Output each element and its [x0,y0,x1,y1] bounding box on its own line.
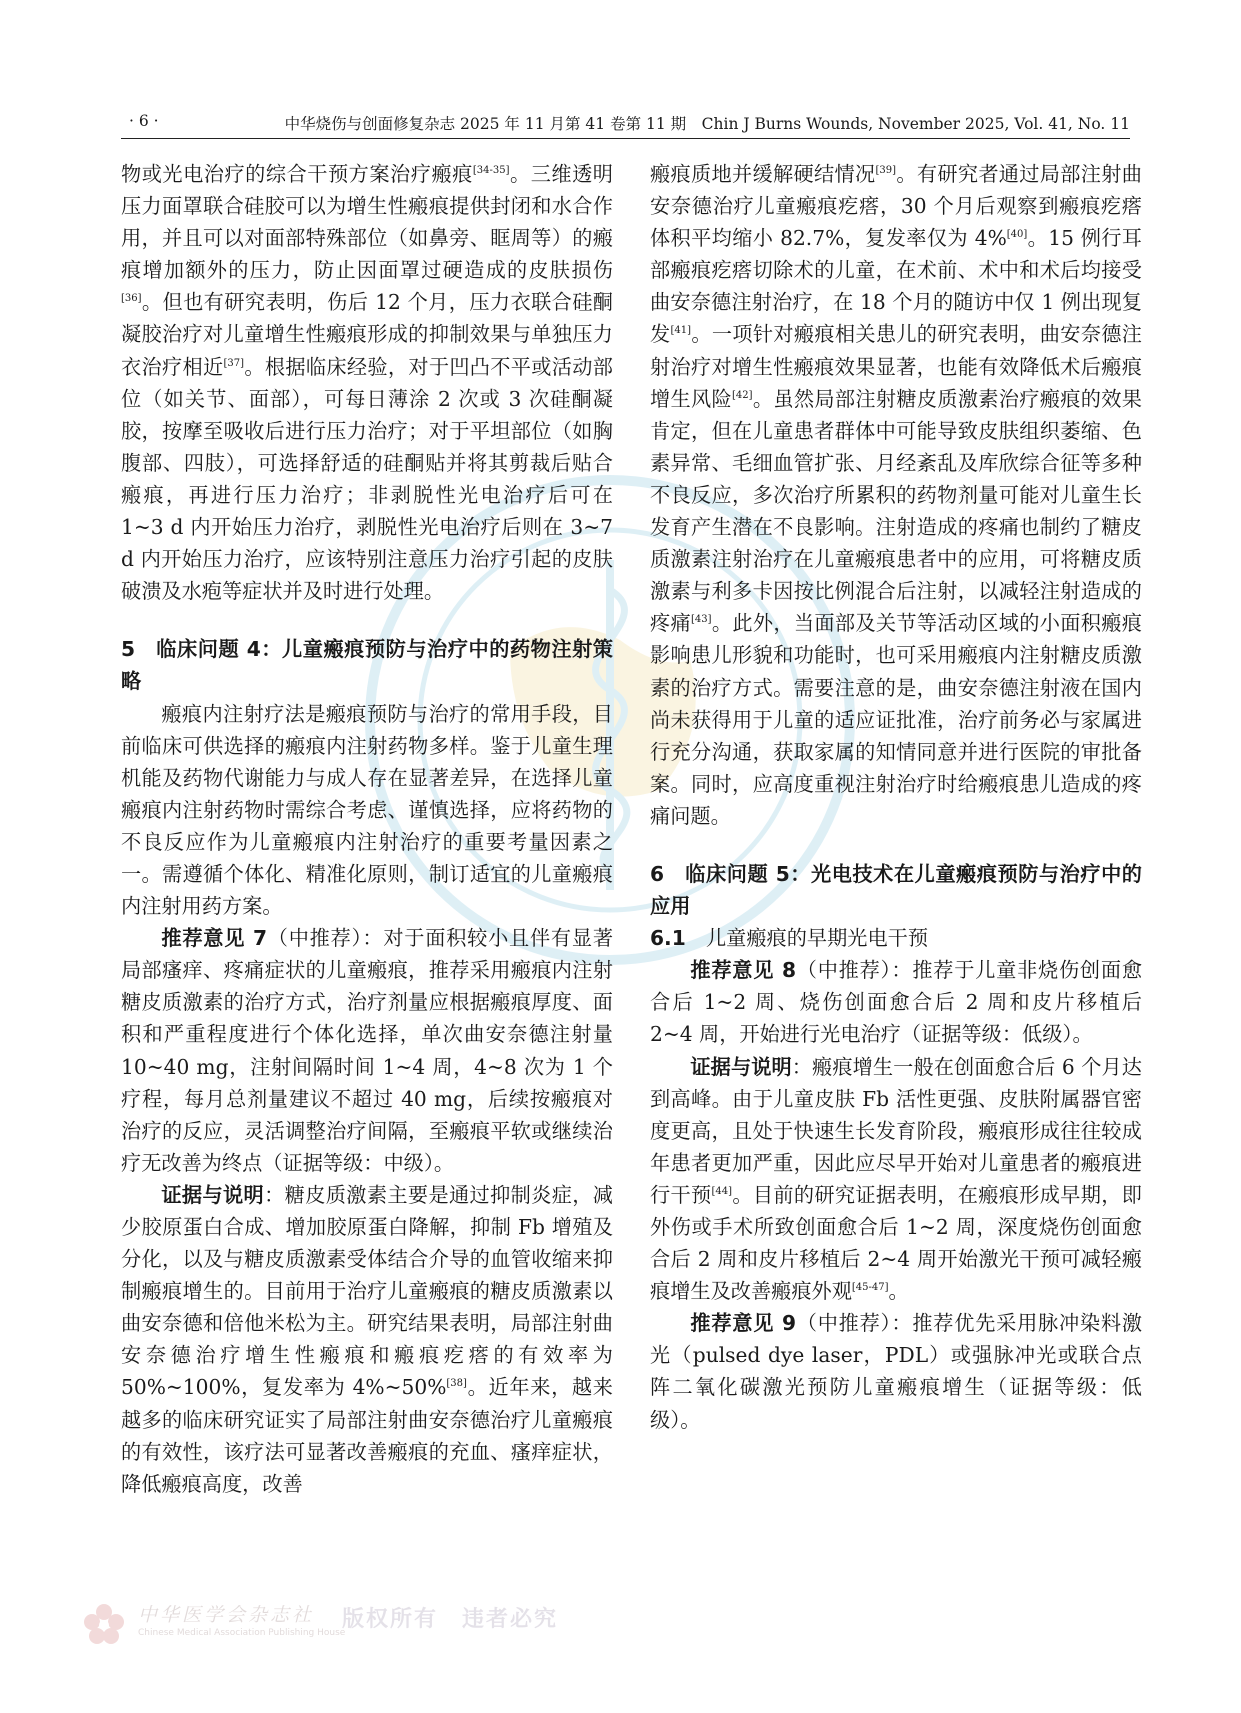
publisher-watermark [82,1598,602,1654]
publisher-name: 中华医学会杂志社 [138,1604,315,1626]
section-heading-5: 5 临床问题 4：儿童瘢痕预防与治疗中的药物注射策略 [121,637,613,694]
flower-logo-icon [82,1602,126,1646]
left-column [121,158,613,1500]
recommendation-9: 推荐意见 9（中推荐）：推荐优先采用脉冲染料激光（pulsed dye laser，PDL）或强脉冲光或联合点阵二氧化碳激光预防儿童瘢痕增生（证据等级：低级）。 [650,1311,1143,1432]
paragraph: 物或光电治疗的综合干预方案治疗瘢痕[34-35]。三维透明压力面罩联合硅胶可以为增生性瘢痕提供封闭和水合作用，并且可以对面部特殊部位（如鼻旁、眶周等）的瘢痕增加额外的压力，防止因面罩过硬造成的皮肤损伤[36]。但也有研究表明，伤后 12 个月，压力衣联合硅酮凝胶治疗对儿童增生性瘢痕形成的抑制效果与单独压力衣治疗相近[37]。根据临床经验，对于凹凸不平或活动部位（如关节、面部），可每日薄涂 2 次或 3 次硅酮凝胶，按摩至吸收后进行压力治疗；对于平坦部位（如胸腹部、四肢），可选择舒适的硅酮贴并将其剪裁后贴合瘢痕，再进行压力治疗；非剥脱性光电治疗后可在 1~3 d 内开始压力治疗，剥脱性光电治疗后则在 3~7 d 内开始压力治疗，应该特别注意压力治疗引起的皮肤破溃及水疱等症状并及时进行处理。 [121,162,613,604]
paragraph: 瘢痕质地并缓解硬结情况[39]。有研究者通过局部注射曲安奈德治疗儿童瘢痕疙瘩，30 个月后观察到瘢痕疙瘩体积平均缩小 82.7%，复发率仅为 4%[40]。15 例行耳部瘢痕疙瘩切除术的儿童，在术前、术中和术后均接受曲安奈德注射治疗，在 18 个月的随访中仅 1 例出现复发[41]。一项针对瘢痕相关患儿的研究表明，曲安奈德注射治疗对增生性瘢痕效果显著，也能有效降低术后瘢痕增生风险[42]。虽然局部注射糖皮质激素治疗瘢痕的效果肯定，但在儿童患者群体中可能导致皮肤组织萎缩、色素异常、毛细血管扩张、月经紊乱及库欣综合征等多种不良反应，多次治疗所累积的药物剂量可能对儿童生长发育产生潜在不良影响。注射造成的疼痛也制约了糖皮质激素注射治疗在儿童瘢痕患者中的应用，可将糖皮质激素与利多卡因按比例混合后注射，以减轻注射造成的疼痛[43]。此外，当面部及关节等活动区域的小面积瘢痕影响患儿形貌和功能时，也可采用瘢痕内注射糖皮质激素的治疗方式。需要注意的是，曲安奈德注射液在国内尚未获得用于儿童的适应证批准，治疗前务必与家属进行充分沟通，获取家属的知情同意并进行医院的审批备案。同时，应高度重视注射治疗时给瘢痕患儿造成的疼痛问题。 [650,162,1142,828]
copyright-slogan: 版权所有 违者必究 [342,1606,559,1632]
recommendation-8: 推荐意见 8（中推荐）：推荐于儿童非烧伤创面愈合后 1~2 周、烧伤创面愈合后 2 周和皮片移植后 2~4 周，开始进行光电治疗（证据等级：低级）。 [650,958,1143,1047]
section-heading-6: 6 临床问题 5：光电技术在儿童瘢痕预防与治疗中的应用 [650,861,1142,919]
running-header [121,108,1130,139]
right-column [650,158,1142,1436]
recommendation-7: 推荐意见 7（中推荐）：对于面积较小且伴有显著局部瘙痒、疼痛症状的儿童瘢痕，推荐采用瘢痕内注射糖皮质激素的治疗方式，治疗剂量应根据瘢痕厚度、面积和严重程度进行个体化选择，单次曲安奈德注射量 10~40 mg，注射间隔时间 1~4 周，4~8 次为 1 个疗程，每月总剂量建议不超过 40 mg，后续按瘢痕对治疗的反应，灵活调整治疗间隔，至瘢痕平软或继续治疗无改善为终点（证据等级：中级）。 [121,926,614,1175]
evidence-7: 证据与说明：糖皮质激素主要是通过抑制炎症，减少胶原蛋白合成、增加胶原蛋白降解，抑制 Fb 增殖及分化，以及与糖皮质激素受体结合介导的血管收缩来抑制瘢痕增生的。目前用于治疗儿童瘢痕的糖皮质激素以曲安奈德和倍他米松为主。研究结果表明，局部注射曲安奈德治疗增生性瘢痕和瘢痕疙瘩的有效率为 50%~100%，复发率为 4%~50%[38]。近年来，越来越多的临床研究证实了局部注射曲安奈德治疗儿童瘢痕的有效性，该疗法可显著改善瘢痕的充血、瘙痒症状，降低瘢痕高度，改善 [121,1182,613,1496]
subsection-heading-6-1: 6.1 儿童瘢痕的早期光电干预 [650,926,929,951]
journal-citation: 中华烧伤与创面修复杂志 2025 年 11 月第 41 卷第 11 期 Chin J Burns Wounds, November 2025, Vol. 41, No. 11 [284,115,1130,133]
evidence-8: 证据与说明：瘢痕增生一般在创面愈合后 6 个月达到高峰。由于儿童皮肤 Fb 活性更强、皮肤附属器官密度更高，且处于快速生长发育阶段，瘢痕形成往往较成年患者更加严重，因此应尽早开始对儿童患者的瘢痕进行干预[44]。目前的研究证据表明，在瘢痕形成早期，即外伤或手术所致创面愈合后 1~2 周，深度烧伤创面愈合后 2 周和皮片移植后 2~4 周开始激光干预可减轻瘢痕增生及改善瘢痕外观[45-47]。 [650,1054,1142,1304]
page-number: · 6 · [129,112,159,130]
publisher-name-en: Chinese Medical Association Publishing House [138,1628,346,1638]
paragraph: 瘢痕内注射疗法是瘢痕预防与治疗的常用手段，目前临床可供选择的瘢痕内注射药物多样。鉴于儿童生理机能及药物代谢能力与成人存在显著差异，在选择儿童瘢痕内注射药物时需综合考虑、谨慎选择，应将药物的不良反应作为儿童瘢痕内注射治疗的重要考量因素之一。需遵循个体化、精准化原则，制订适宜的儿童瘢痕内注射用药方案。 [121,701,613,919]
